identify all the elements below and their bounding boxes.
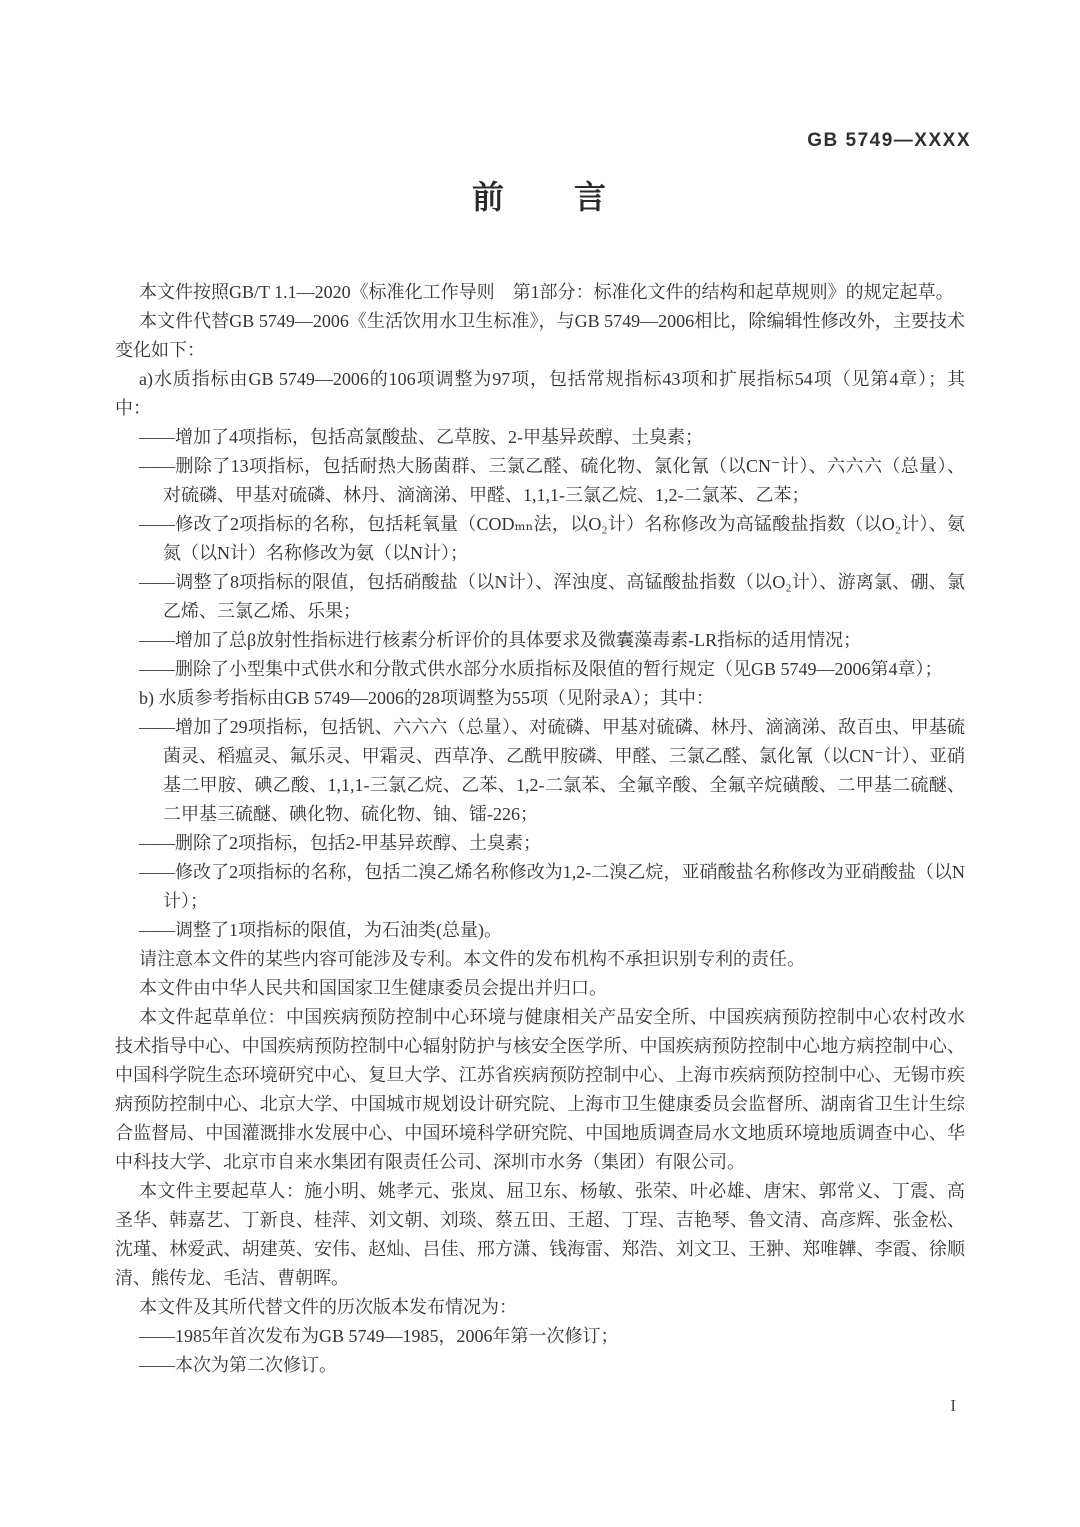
dash-renamed-2-ref-indicators: ——修改了2项指标的名称，包括二溴乙烯名称修改为1,2-二溴乙烷，亚硝酸盐名称修改为亚硝酸盐（以N计）； [139,862,965,911]
foreword-body [115,278,965,1380]
item-a-water-quality: a)水质指标由GB 5749—2006的106项调整为97项，包括常规指标43项和扩展指标54项（见第4章）；其中： [115,369,965,418]
dash-added-4-indicators: ——增加了4项指标，包括高氯酸盐、乙草胺、2-甲基异莰醇、土臭素； [139,427,703,447]
dash-history-1985: ——1985年首次发布为GB 5749—1985，2006年第一次修订； [139,1326,619,1346]
para-version-history-intro: 本文件及其所代替文件的历次版本发布情况为： [139,1297,517,1317]
page-title: 前 言 [471,179,608,215]
para-issued-by: 本文件由中华人民共和国国家卫生健康委员会提出并归口。 [139,978,607,998]
dash-added-beta-radioactivity: ——增加了总β放射性指标进行核素分析评价的具体要求及微囊藻毒素-LR指标的适用情况； [139,630,862,650]
item-b-reference-indicators: b) 水质参考指标由GB 5749—2006的28项调整为55项（见附录A）；其中： [139,688,714,708]
dash-removed-small-supply-rules: ——删除了小型集中式供水和分散式供水部分水质指标及限值的暂行规定（见GB 5749—2006第4章）； [139,659,943,679]
para-drafting-organizations: 本文件起草单位：中国疾病预防控制中心环境与健康相关产品安全所、中国疾病预防控制中心农村改水技术指导中心、中国疾病预防控制中心辐射防护与核安全医学所、中国疾病预防控制中心地方病控制中心、中国科学院生态环境研究中心、复旦大学、江苏省疾病预防控制中心、上海市疾病预防控制中心、无锡市疾病预防控制中心、北京大学、中国城市规划设计研究院、上海市卫生健康委员会监督所、湖南省卫生计生综合监督局、中国灌溉排水发展中心、中国环境科学研究院、中国地质调查局水文地质环境地质调查中心、华中科技大学、北京市自来水集团有限责任公司、深圳市水务（集团）有限公司。 [115,1007,965,1172]
para-replaces-previous: 本文件代替GB 5749—2006《生活饮用水卫生标准》，与GB 5749—2006相比，除编辑性修改外，主要技术变化如下： [115,311,965,360]
dash-removed-13-indicators: ——删除了13项指标，包括耐热大肠菌群、三氯乙醛、硫化物、氯化氰（以CN⁻计）、六六六（总量）、对硫磷、甲基对硫磷、林丹、滴滴涕、甲醛、1,1,1-三氯乙烷、1,2-二氯苯、乙苯； [139,456,965,505]
dash-adjusted-8-limits: ——调整了8项指标的限值，包括硝酸盐（以N计）、浑浊度、高锰酸盐指数（以O₂计）、游离氯、硼、氯乙烯、三氯乙烯、乐果； [139,572,965,621]
dash-renamed-2-indicators: ——修改了2项指标的名称，包括耗氧量（CODₘₙ法，以O₂计）名称修改为高锰酸盐指数（以O₂计）、氨氮（以N计）名称修改为氨（以N计）； [139,514,965,563]
doc-code-header: GB 5749—XXXX [807,130,971,151]
para-patent-notice: 请注意本文件的某些内容可能涉及专利。本文件的发布机构不承担识别专利的责任。 [139,949,805,969]
dash-adjusted-1-limit: ——调整了1项指标的限值，为石油类(总量)。 [139,920,502,940]
para-drafting-basis: 本文件按照GB/T 1.1—2020《标准化工作导则 第1部分：标准化文件的结构和起草规则》的规定起草。 [139,282,954,302]
dash-added-29-indicators: ——增加了29项指标，包括钒、六六六（总量）、对硫磷、甲基对硫磷、林丹、滴滴涕、敌百虫、甲基硫菌灵、稻瘟灵、氟乐灵、甲霜灵、西草净、乙酰甲胺磷、甲醛、三氯乙醛、氯化氰（以CN⁻计）、亚硝基二甲胺、碘乙酸、1,1,1-三氯乙烷、乙苯、1,2-二氯苯、全氟辛酸、全氟辛烷磺酸、二甲基二硫醚、二甲基三硫醚、碘化物、硫化物、铀、镭-226； [139,717,965,824]
para-main-drafters: 本文件主要起草人：施小明、姚孝元、张岚、屈卫东、杨敏、张荣、叶必雄、唐宋、郭常义、丁震、高圣华、韩嘉艺、丁新良、桂萍、刘文朝、刘琰、蔡五田、王超、丁珵、吉艳琴、鲁文清、高彦辉、张金松、沈瑾、林爱武、胡建英、安伟、赵灿、吕佳、邢方潇、钱海雷、郑浩、刘文卫、王翀、郑唯韡、李霞、徐顺清、熊传龙、毛洁、曹朝晖。 [115,1181,965,1288]
dash-removed-2-indicators: ——删除了2项指标，包括2-甲基异莰醇、土臭素； [139,833,541,853]
page-number: I [950,1396,956,1415]
dash-history-second-revision: ——本次为第二次修订。 [139,1355,337,1375]
